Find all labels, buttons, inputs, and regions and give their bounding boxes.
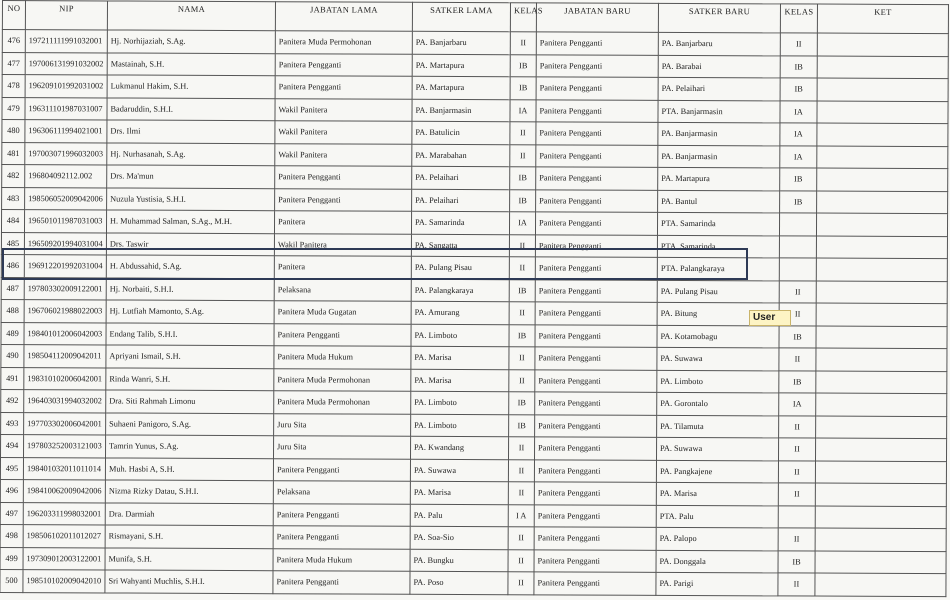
- cell-kelas-baru: II: [779, 415, 816, 438]
- cell-satker-lama: PA. Pelaihari: [412, 189, 510, 212]
- cell-no: 497: [0, 502, 23, 525]
- cell-satker-lama: PA. Marisa: [410, 481, 508, 504]
- cell-kelas-baru: IB: [778, 550, 815, 573]
- cell-kelas-lama: IB: [509, 324, 535, 347]
- cell-kelas-baru: IB: [779, 370, 816, 393]
- header-kelas-baru: KELAS: [780, 4, 817, 33]
- table-row: [2, 30, 948, 57]
- cell-nip: 197803302009122001: [24, 277, 106, 300]
- cell-jabatan-lama: Panitera Muda Permohonan: [274, 368, 411, 391]
- cell-jabatan-baru: Panitera Pengganti: [535, 369, 657, 392]
- cell-no: 486: [1, 254, 24, 277]
- cell-jabatan-baru: Panitera Pengganti: [534, 549, 656, 572]
- cell-jabatan-lama: Juru Sita: [274, 413, 411, 436]
- cell-jabatan-baru: Panitera Pengganti: [536, 99, 658, 122]
- cell-nip: 198401032011011014: [23, 457, 105, 480]
- cell-satker-baru: PA. Bantul: [658, 190, 780, 213]
- cell-kelas-baru: II: [778, 528, 815, 551]
- cell-nama: Sri Wahyanti Muchlis, S.H.I.: [105, 570, 273, 593]
- cell-jabatan-lama: Pelaksana: [273, 481, 410, 504]
- cell-satker-lama: PA. Samarinda: [411, 211, 509, 234]
- cell-jabatan-baru: Panitera Pengganti: [535, 324, 657, 347]
- cell-kelas-baru: [778, 505, 815, 528]
- cell-ket: [815, 528, 946, 551]
- cell-ket: [815, 506, 946, 529]
- cell-kelas-lama: II: [510, 144, 536, 167]
- cell-kelas-lama: IB: [510, 189, 536, 212]
- cell-jabatan-baru: Panitera Pengganti: [535, 234, 657, 257]
- cell-ket: [816, 213, 947, 236]
- cell-kelas-lama: II: [510, 122, 536, 145]
- cell-kelas-baru: II: [778, 460, 815, 483]
- cell-ket: [817, 56, 948, 79]
- cell-kelas-lama: II: [510, 32, 536, 55]
- cell-satker-lama: PA. Martapura: [412, 54, 510, 77]
- header-ket: KET: [817, 4, 948, 34]
- cell-nama: Drs. Taswir: [106, 232, 274, 255]
- cell-ket: [815, 551, 946, 574]
- cell-nip: 196209101992031002: [25, 75, 107, 98]
- cell-ket: [817, 123, 948, 146]
- cell-ket: [816, 416, 947, 439]
- cell-satker-baru: PA. Pangkajene: [656, 460, 778, 483]
- cell-kelas-lama: IB: [509, 414, 535, 437]
- cell-kelas-baru: IA: [780, 100, 817, 123]
- cell-ket: [816, 326, 947, 349]
- cell-jabatan-lama: Wakil Panitera: [275, 143, 412, 166]
- cell-ket: [815, 461, 946, 484]
- cell-jabatan-lama: Panitera Pengganti: [273, 526, 410, 549]
- cell-jabatan-lama: Wakil Panitera: [275, 121, 412, 144]
- cell-nama: Lukmanul Hakim, S.H.: [107, 75, 275, 98]
- cell-ket: [815, 573, 946, 596]
- cell-satker-baru: PA. Banjarmasin: [658, 145, 780, 168]
- cell-jabatan-baru: Panitera Pengganti: [534, 527, 656, 550]
- cell-satker-lama: PA. Bungku: [410, 549, 508, 572]
- cell-nip: 198401012006042003: [24, 322, 106, 345]
- cell-no: 495: [0, 457, 23, 480]
- cell-nama: Nuzula Yustisia, S.H.I.: [107, 187, 275, 210]
- cell-ket: [817, 168, 948, 191]
- cell-nama: Dra. Darmiah: [105, 502, 273, 525]
- cell-nama: Hj. Norhijaziah, S.Ag.: [107, 30, 275, 53]
- cell-jabatan-lama: Panitera Pengganti: [273, 571, 410, 594]
- cell-jabatan-lama: Panitera Pengganti: [274, 323, 411, 346]
- cell-kelas-lama: II: [508, 459, 534, 482]
- cell-satker-baru: PA. Marisa: [656, 482, 778, 505]
- cell-satker-baru: PA. Pulang Pisau: [657, 280, 779, 303]
- cell-ket: [817, 78, 948, 101]
- cell-no: 496: [0, 479, 23, 502]
- cell-nama: Drs. Ilmi: [107, 120, 275, 143]
- cell-jabatan-lama: Wakil Panitera: [274, 233, 411, 256]
- cell-nip: 196804092112.002: [25, 165, 107, 188]
- cell-jabatan-baru: Panitera Pengganti: [534, 482, 656, 505]
- cell-satker-baru: PA. Kotamobagu: [657, 325, 779, 348]
- cell-no: 498: [0, 524, 23, 547]
- cell-jabatan-baru: Panitera Pengganti: [534, 572, 656, 595]
- cell-ket: [816, 393, 947, 416]
- cell-jabatan-baru: Panitera Pengganti: [535, 302, 657, 325]
- header-kelas-lama: KELAS: [510, 3, 536, 32]
- cell-nip: 197006131991032002: [25, 52, 107, 75]
- cell-nama: Mastainah, S.H.: [107, 52, 275, 75]
- cell-satker-lama: PA. Kwandang: [411, 436, 509, 459]
- cell-ket: [816, 303, 947, 326]
- cell-satker-baru: PA. Tilamuta: [657, 415, 779, 438]
- cell-jabatan-baru: Panitera Pengganti: [535, 347, 657, 370]
- cell-satker-baru: PA. Limboto: [657, 370, 779, 393]
- cell-satker-baru: PTA. Banjarmasin: [658, 100, 780, 123]
- cell-ket: [816, 371, 947, 394]
- cell-no: 479: [2, 97, 25, 120]
- cell-kelas-baru: IA: [780, 145, 817, 168]
- cell-nama: Suhaeni Panigoro, S.Ag.: [106, 412, 274, 435]
- cell-nama: Endang Talib, S.H.I.: [106, 322, 274, 345]
- cell-satker-lama: PA. Banjarmasin: [412, 99, 510, 122]
- cell-no: 491: [1, 367, 24, 390]
- cell-kelas-lama: II: [508, 527, 534, 550]
- cell-satker-lama: PA. Marisa: [411, 369, 509, 392]
- cell-ket: [817, 191, 948, 214]
- cell-jabatan-baru: Panitera Pengganti: [535, 437, 657, 460]
- cell-no: 478: [2, 75, 25, 98]
- cell-nip: 197211111991032001: [25, 30, 107, 53]
- cell-kelas-baru: II: [778, 573, 815, 596]
- cell-satker-baru: PA. Suwawa: [657, 347, 779, 370]
- header-nip: NIP: [25, 1, 107, 30]
- cell-nama: Dra. Siti Rahmah Limonu: [106, 390, 274, 413]
- cell-nama: Muh. Hasbi A, S.H.: [105, 457, 273, 480]
- cell-no: 482: [2, 165, 25, 188]
- cell-jabatan-lama: Pelaksana: [274, 278, 411, 301]
- cell-ket: [816, 281, 947, 304]
- cell-nama: Apriyani Ismail, S.H.: [106, 345, 274, 368]
- cell-jabatan-lama: Panitera Muda Permohonan: [275, 31, 412, 54]
- cell-nip: 196311101987031007: [25, 97, 107, 120]
- cell-jabatan-baru: Panitera Pengganti: [536, 54, 658, 77]
- cell-satker-baru: PA. Palopo: [656, 527, 778, 550]
- cell-jabatan-baru: Panitera Pengganti: [536, 77, 658, 100]
- cell-jabatan-lama: Panitera: [274, 211, 411, 234]
- cell-kelas-lama: IB: [510, 77, 536, 100]
- cell-satker-baru: PA. Barabai: [658, 55, 780, 78]
- cell-jabatan-baru: Panitera Pengganti: [536, 189, 658, 212]
- cell-kelas-baru: II: [779, 348, 816, 371]
- cell-no: 476: [2, 30, 25, 53]
- cell-nip: 196203311998032001: [23, 502, 105, 525]
- cell-ket: [815, 483, 946, 506]
- cell-nama: Hj. Norbaiti, S.H.I.: [106, 277, 274, 300]
- cell-jabatan-baru: Panitera Pengganti: [536, 167, 658, 190]
- user-annotation-label: User: [749, 310, 791, 326]
- cell-ket: [817, 146, 948, 169]
- cell-kelas-baru: II: [780, 33, 817, 56]
- cell-jabatan-lama: Wakil Panitera: [275, 98, 412, 121]
- cell-kelas-baru: II: [779, 303, 816, 326]
- cell-kelas-lama: II: [508, 572, 534, 595]
- cell-nip: 198504112009042011: [24, 345, 106, 368]
- cell-satker-baru: PA. Parigi: [656, 572, 778, 595]
- cell-nip: 196403031994032002: [24, 390, 106, 413]
- cell-no: 484: [1, 210, 24, 233]
- cell-nama: Munifa, S.H.: [105, 547, 273, 570]
- header-satker-baru: SATKER BARU: [658, 3, 780, 33]
- cell-kelas-baru: II: [778, 438, 815, 461]
- cell-satker-baru: PA. Banjarbaru: [658, 32, 780, 55]
- cell-satker-lama: PA. Sangatta: [411, 234, 509, 257]
- cell-no: 488: [1, 299, 24, 322]
- cell-kelas-lama: I A: [508, 504, 534, 527]
- cell-satker-lama: PA. Limboto: [411, 391, 509, 414]
- header-satker-lama: SATKER LAMA: [412, 2, 510, 31]
- cell-jabatan-lama: Panitera: [274, 256, 411, 279]
- cell-kelas-lama: II: [509, 302, 535, 325]
- cell-satker-lama: PA. Amurang: [411, 301, 509, 324]
- cell-satker-lama: PA. Batulicin: [412, 121, 510, 144]
- cell-jabatan-baru: Panitera Pengganti: [535, 257, 657, 280]
- cell-kelas-lama: IB: [510, 167, 536, 190]
- cell-satker-lama: PA. Suwawa: [410, 459, 508, 482]
- cell-nip: 198506052009042006: [25, 187, 107, 210]
- cell-no: 499: [0, 547, 23, 570]
- cell-jabatan-lama: Panitera Pengganti: [273, 503, 410, 526]
- cell-kelas-baru: IB: [779, 325, 816, 348]
- cell-kelas-baru: IA: [779, 393, 816, 416]
- cell-kelas-baru: [779, 235, 816, 258]
- cell-satker-baru: PA. Suwawa: [656, 437, 778, 460]
- cell-no: 483: [2, 187, 25, 210]
- cell-kelas-lama: IA: [509, 212, 535, 235]
- cell-satker-lama: PA. Poso: [410, 571, 508, 594]
- cell-nip: 198510102009042010: [23, 570, 105, 593]
- cell-no: 500: [0, 569, 23, 592]
- cell-satker-baru: PA. Martapura: [658, 167, 780, 190]
- cell-satker-lama: PA. Marabahan: [412, 144, 510, 167]
- cell-nip: 197803252003121003: [24, 435, 106, 458]
- cell-nip: 196706021988022003: [24, 300, 106, 323]
- cell-kelas-baru: IB: [780, 190, 817, 213]
- cell-satker-lama: PA. Palu: [410, 504, 508, 527]
- cell-kelas-baru: II: [778, 483, 815, 506]
- cell-nip: 196501011987031003: [24, 210, 106, 233]
- cell-kelas-baru: II: [779, 280, 816, 303]
- cell-jabatan-baru: Panitera Pengganti: [534, 459, 656, 482]
- cell-nama: Hj. Nurhasanah, S.Ag.: [107, 142, 275, 165]
- cell-satker-baru: PA. Bitung: [657, 302, 779, 325]
- cell-jabatan-baru: Panitera Pengganti: [535, 279, 657, 302]
- cell-jabatan-baru: Panitera Pengganti: [535, 392, 657, 415]
- cell-nip: 197703302006042001: [24, 412, 106, 435]
- cell-no: 490: [1, 344, 24, 367]
- cell-nama: Drs. Ma'mun: [107, 165, 275, 188]
- cell-kelas-baru: IB: [780, 55, 817, 78]
- header-jabatan-lama: JABATAN LAMA: [275, 2, 412, 32]
- cell-no: 480: [2, 120, 25, 143]
- cell-jabatan-baru: Panitera Pengganti: [535, 212, 657, 235]
- cell-nip: 196912201992031004: [24, 255, 106, 278]
- cell-satker-baru: PTA. Palu: [656, 505, 778, 528]
- cell-no: 485: [1, 232, 24, 255]
- cell-satker-lama: PA. Limboto: [411, 324, 509, 347]
- cell-kelas-baru: [779, 258, 816, 281]
- cell-nip: 197003071996032003: [25, 142, 107, 165]
- cell-satker-baru: PA. Banjarmasin: [658, 122, 780, 145]
- cell-satker-baru: PTA. Palangkaraya: [657, 257, 779, 280]
- cell-jabatan-baru: Panitera Pengganti: [535, 414, 657, 437]
- cell-no: 494: [1, 434, 24, 457]
- cell-kelas-lama: II: [508, 549, 534, 572]
- cell-kelas-lama: II: [509, 347, 535, 370]
- cell-nama: Hj. Lutfiah Mamonto, S.Ag.: [106, 300, 274, 323]
- cell-kelas-baru: [779, 213, 816, 236]
- cell-satker-lama: PA. Palangkaraya: [411, 279, 509, 302]
- cell-kelas-lama: II: [509, 257, 535, 280]
- cell-satker-lama: PA. Banjarbaru: [412, 31, 510, 54]
- cell-nama: Nizma Rizky Datau, S.H.I.: [105, 480, 273, 503]
- cell-ket: [816, 348, 947, 371]
- cell-nama: Rismayani, S.H.: [105, 525, 273, 548]
- cell-nip: 197309012003122001: [23, 547, 105, 570]
- cell-satker-baru: PA. Donggala: [656, 550, 778, 573]
- cell-jabatan-baru: Panitera Pengganti: [534, 504, 656, 527]
- cell-ket: [817, 33, 948, 56]
- cell-nip: 196509201994031004: [24, 232, 106, 255]
- cell-kelas-lama: II: [508, 482, 534, 505]
- cell-kelas-lama: IB: [509, 279, 535, 302]
- cell-kelas-lama: IA: [510, 99, 536, 122]
- cell-satker-baru: PA. Pelaihari: [658, 77, 780, 100]
- cell-jabatan-lama: Panitera Muda Permohonan: [274, 391, 411, 414]
- cell-satker-lama: PA. Martapura: [412, 76, 510, 99]
- cell-nama: H. Muhammad Salman, S.Ag., M.H.: [106, 210, 274, 233]
- cell-nama: Tamrin Yunus, S.Ag.: [106, 435, 274, 458]
- cell-nip: 198410062009042006: [23, 480, 105, 503]
- cell-jabatan-lama: Panitera Pengganti: [275, 76, 412, 99]
- table-body: [0, 30, 948, 597]
- cell-ket: [816, 258, 947, 281]
- cell-nip: 198310102006042001: [24, 367, 106, 390]
- cell-kelas-lama: II: [509, 369, 535, 392]
- cell-jabatan-lama: Panitera Pengganti: [275, 53, 412, 76]
- cell-jabatan-baru: Panitera Pengganti: [536, 144, 658, 167]
- header-nama: NAMA: [107, 1, 275, 31]
- cell-jabatan-lama: Panitera Pengganti: [273, 458, 410, 481]
- cell-nip: 198506102011012027: [23, 525, 105, 548]
- cell-ket: [817, 101, 948, 124]
- cell-jabatan-baru: Panitera Pengganti: [536, 122, 658, 145]
- cell-jabatan-lama: Panitera Muda Hukum: [273, 548, 410, 571]
- cell-jabatan-lama: Panitera Muda Gugatan: [274, 301, 411, 324]
- cell-kelas-baru: IA: [780, 123, 817, 146]
- cell-jabatan-lama: Panitera Muda Hukum: [274, 346, 411, 369]
- header-no: NO: [2, 1, 25, 30]
- cell-jabatan-lama: Panitera Pengganti: [275, 188, 412, 211]
- cell-satker-baru: PTA. Samarinda: [657, 212, 779, 235]
- cell-satker-lama: PA. Pulang Pisau: [411, 256, 509, 279]
- cell-nama: Badaruddin, S.H.I.: [107, 97, 275, 120]
- cell-no: 477: [2, 52, 25, 75]
- cell-no: 487: [1, 277, 24, 300]
- cell-kelas-lama: IB: [510, 54, 536, 77]
- header-jabatan-baru: JABATAN BARU: [536, 3, 658, 33]
- cell-nama: Rinda Wanri, S.H.: [106, 367, 274, 390]
- cell-kelas-baru: IB: [780, 168, 817, 191]
- cell-satker-lama: PA. Pelaihari: [412, 166, 510, 189]
- cell-no: 493: [1, 412, 24, 435]
- cell-kelas-lama: II: [509, 437, 535, 460]
- cell-no: 492: [1, 389, 24, 412]
- cell-jabatan-baru: Panitera Pengganti: [536, 32, 658, 55]
- cell-satker-lama: PA. Marisa: [411, 346, 509, 369]
- cell-kelas-baru: IB: [780, 78, 817, 101]
- cell-jabatan-lama: Panitera Pengganti: [275, 166, 412, 189]
- cell-satker-lama: PA. Limboto: [411, 414, 509, 437]
- cell-satker-lama: PA. Soa-Sio: [410, 526, 508, 549]
- cell-satker-baru: PTA. Samarinda: [657, 235, 779, 258]
- cell-no: 489: [1, 322, 24, 345]
- cell-satker-baru: PA. Gorontalo: [657, 392, 779, 415]
- cell-nip: 196306111994021001: [25, 120, 107, 143]
- cell-jabatan-lama: Juru Sita: [274, 436, 411, 459]
- cell-no: 481: [2, 142, 25, 165]
- table-row: [0, 569, 946, 596]
- cell-ket: [816, 236, 947, 259]
- cell-ket: [815, 438, 946, 461]
- table-header-row: [2, 1, 948, 34]
- cell-kelas-lama: II: [509, 234, 535, 257]
- cell-nama: H. Abdussahid, S.Ag.: [106, 255, 274, 278]
- cell-kelas-lama: IB: [509, 392, 535, 415]
